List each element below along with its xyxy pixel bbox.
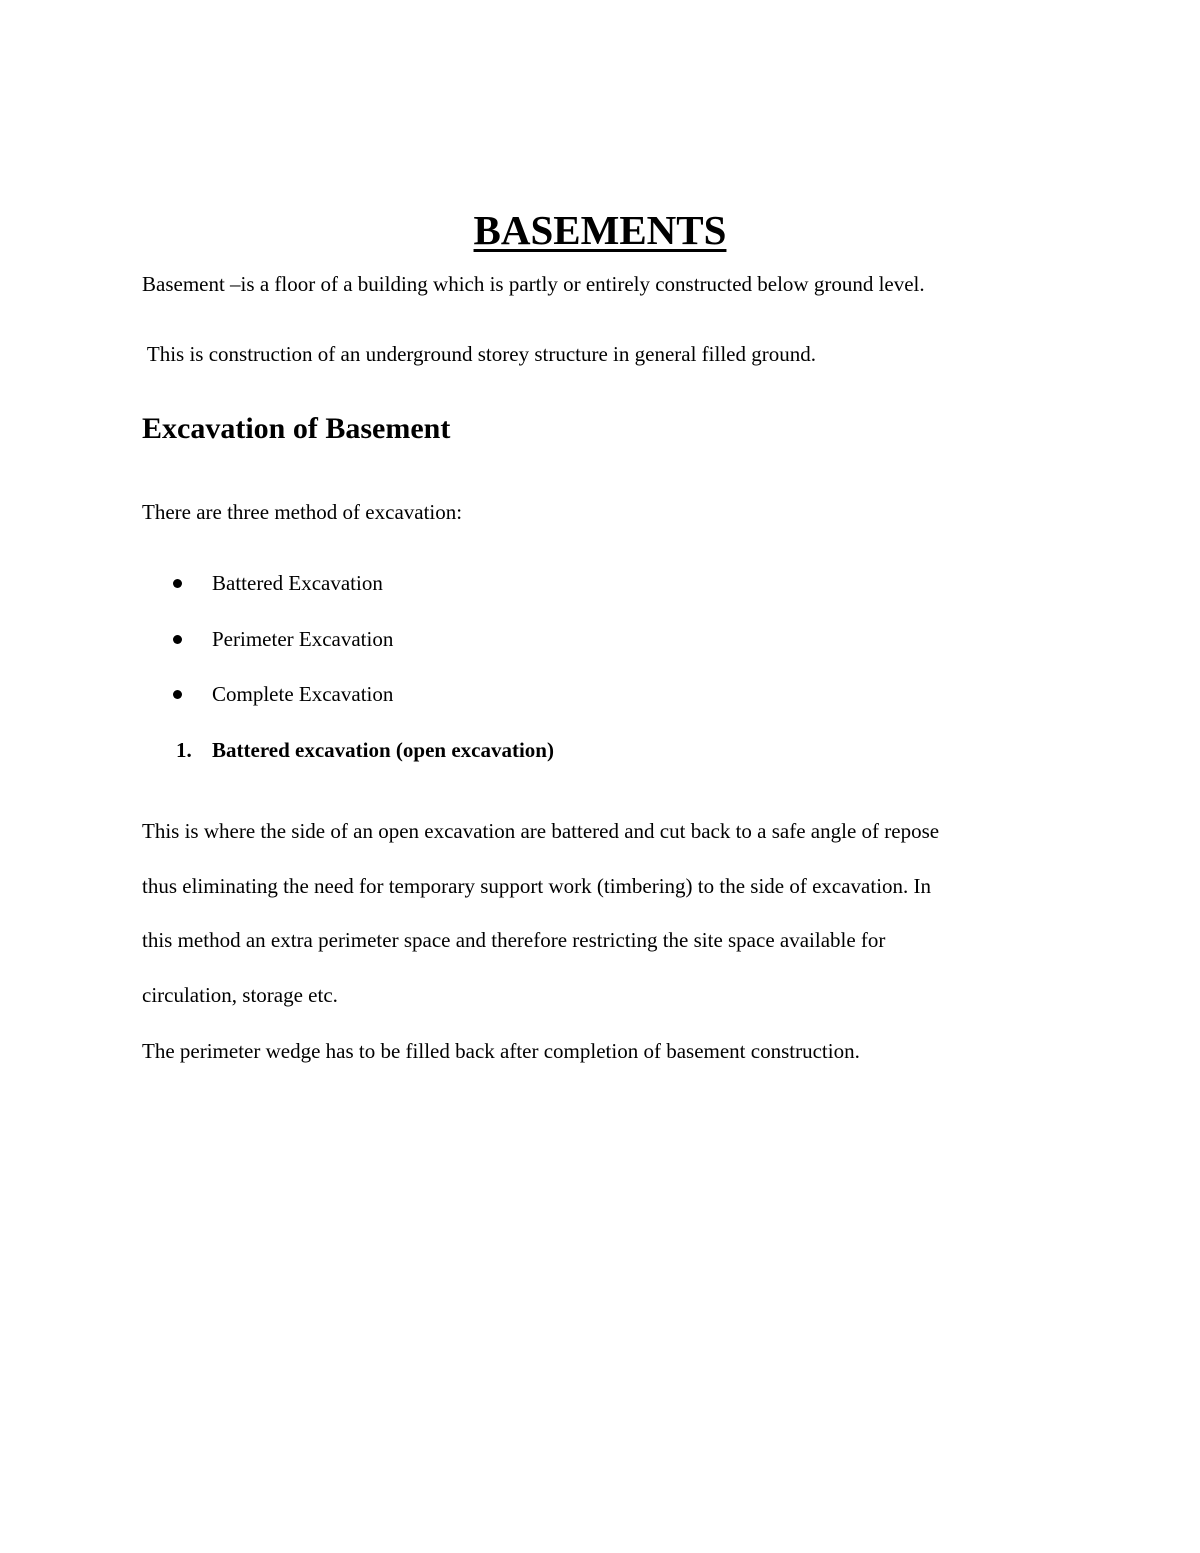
numbered-item-number: 1.: [176, 738, 192, 762]
body-line: This is where the side of an open excavation are battered and cut back to a safe angle of repose: [142, 819, 940, 843]
bullet-label: Perimeter Excavation: [212, 627, 394, 651]
closing-paragraph: The perimeter wedge has to be filled back after completion of basement construction.: [142, 1039, 860, 1063]
bullet-label: Battered Excavation: [212, 571, 383, 595]
description-paragraph: This is construction of an underground storey structure in general filled ground.: [142, 342, 816, 366]
section-heading: Excavation of Basement: [142, 412, 451, 445]
bullet-label: Complete Excavation: [212, 682, 394, 706]
intro-paragraph: There are three method of excavation:: [142, 500, 463, 524]
body-line: thus eliminating the need for temporary support work (timbering) to the side of excavation. In: [142, 873, 932, 898]
body-paragraph: [142, 804, 1052, 1022]
definition-paragraph: Basement –is a floor of a building which is partly or entirely constructed below ground level.: [142, 272, 925, 296]
page-title-text: BASEMENTS: [473, 207, 727, 253]
bullet-dot-icon: [173, 579, 182, 588]
numbered-item-label: Battered excavation (open excavation): [212, 738, 554, 762]
body-line: this method an extra perimeter space and therefore restricting the site space available for: [142, 928, 886, 952]
bullet-dot-icon: [173, 690, 182, 699]
page-title: [0, 204, 1200, 256]
bullet-dot-icon: [173, 635, 182, 644]
body-line: circulation, storage etc.: [142, 982, 338, 1007]
